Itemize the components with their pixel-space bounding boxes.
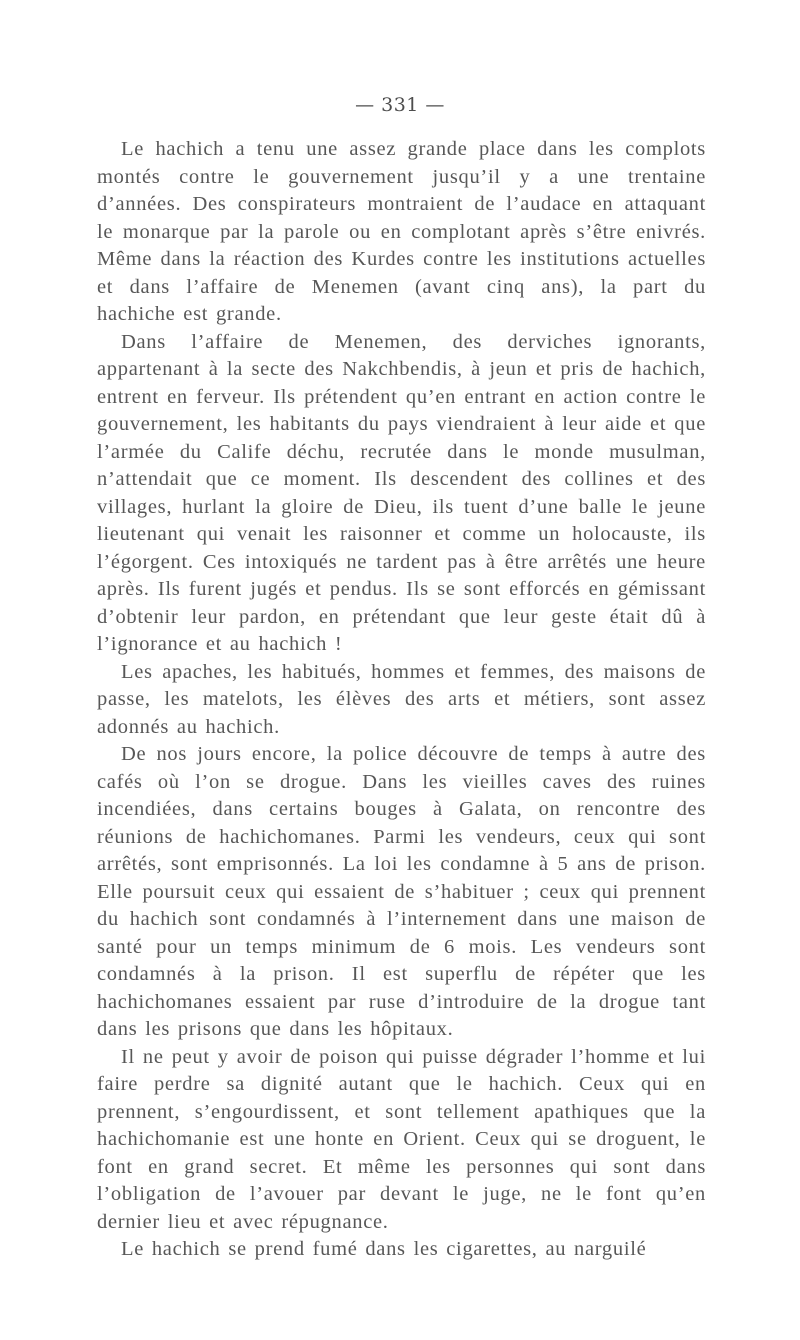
paragraph-3: Les apaches, les habitués, hommes et femmes, des maisons de passe, les matelots, les élèves des arts et métiers, sont assez adonnés au hachich. (97, 660, 706, 738)
paragraph-6: Le hachich se prend fumé dans les cigarettes, au narguilé (121, 1238, 647, 1260)
page-number: — 331 — (355, 94, 445, 116)
paragraph-1: Le hachich a tenu une assez grande place dans les complots montés contre le gouvernement jusqu’il y a une trentaine d’années. Des conspirateurs montraient de l’audace en attaquant le monarque par la parole ou en complotant après s’être enivrés. Même dans la réaction des Kurdes contre les institutions actuelles et dans l’affaire de Menemen (avant cinq ans), la part du hachiche est grande. (97, 138, 706, 325)
paragraph-2: Dans l’affaire de Menemen, des derviches ignorants, appartenant à la secte des Nakchbendis, à jeun et pris de hachich, entrent en ferveur. Ils prétendent qu’en entrant en action contre le gouvernement, les habitants du pays viendraient à leur aide et que l’armée du Calife déchu, recrutée dans le monde musulman, n’attendait que ce moment. Ils descendent des collines et des villages, hurlant la gloire de Dieu, ils tuent d’une balle le jeune lieutenant qui venait les raisonner et comme un holocauste, ils l’égorgent. Ces intoxiqués ne tardent pas à être arrêtés une heure après. Ils furent jugés et pendus. Ils se sont efforcés en gémissant d’obtenir leur pardon, en prétendant que leur geste était dû à l’ignorance et au hachich ! (97, 330, 706, 655)
paragraph-5: Il ne peut y avoir de poison qui puisse dégrader l’homme et lui faire perdre sa dignité autant que le hachich. Ceux qui en prennent, s’engourdissent, et sont tellement apathiques que la hachichomanie est une honte en Orient. Ceux qui se droguent, le font en grand secret. Et même les personnes qui sont dans l’obligation de l’avouer par devant le juge, ne le font qu’en dernier lieu et avec répugnance. (97, 1045, 706, 1233)
body-text (97, 136, 706, 1264)
paragraph-4: De nos jours encore, la police découvre de temps à autre des cafés où l’on se drogue. Dans les vieilles caves des ruines incendiées, dans certains bouges à Galata, on rencontre des réunions de hachichomanes. Parmi les vendeurs, ceux qui sont arrêtés, sont emprisonnés. La loi les condamne à 5 ans de prison. Elle poursuit ceux qui essaient de s’habituer ; ceux qui prennent du hachich sont condamnés à l’internement dans une maison de santé pour un temps minimum de 6 mois. Les vendeurs sont condamnés à la prison. Il est superflu de répéter que les hachichomanes essaient par ruse d’introduire de la drogue tant dans les prisons que dans les hôpitaux. (97, 743, 706, 1040)
